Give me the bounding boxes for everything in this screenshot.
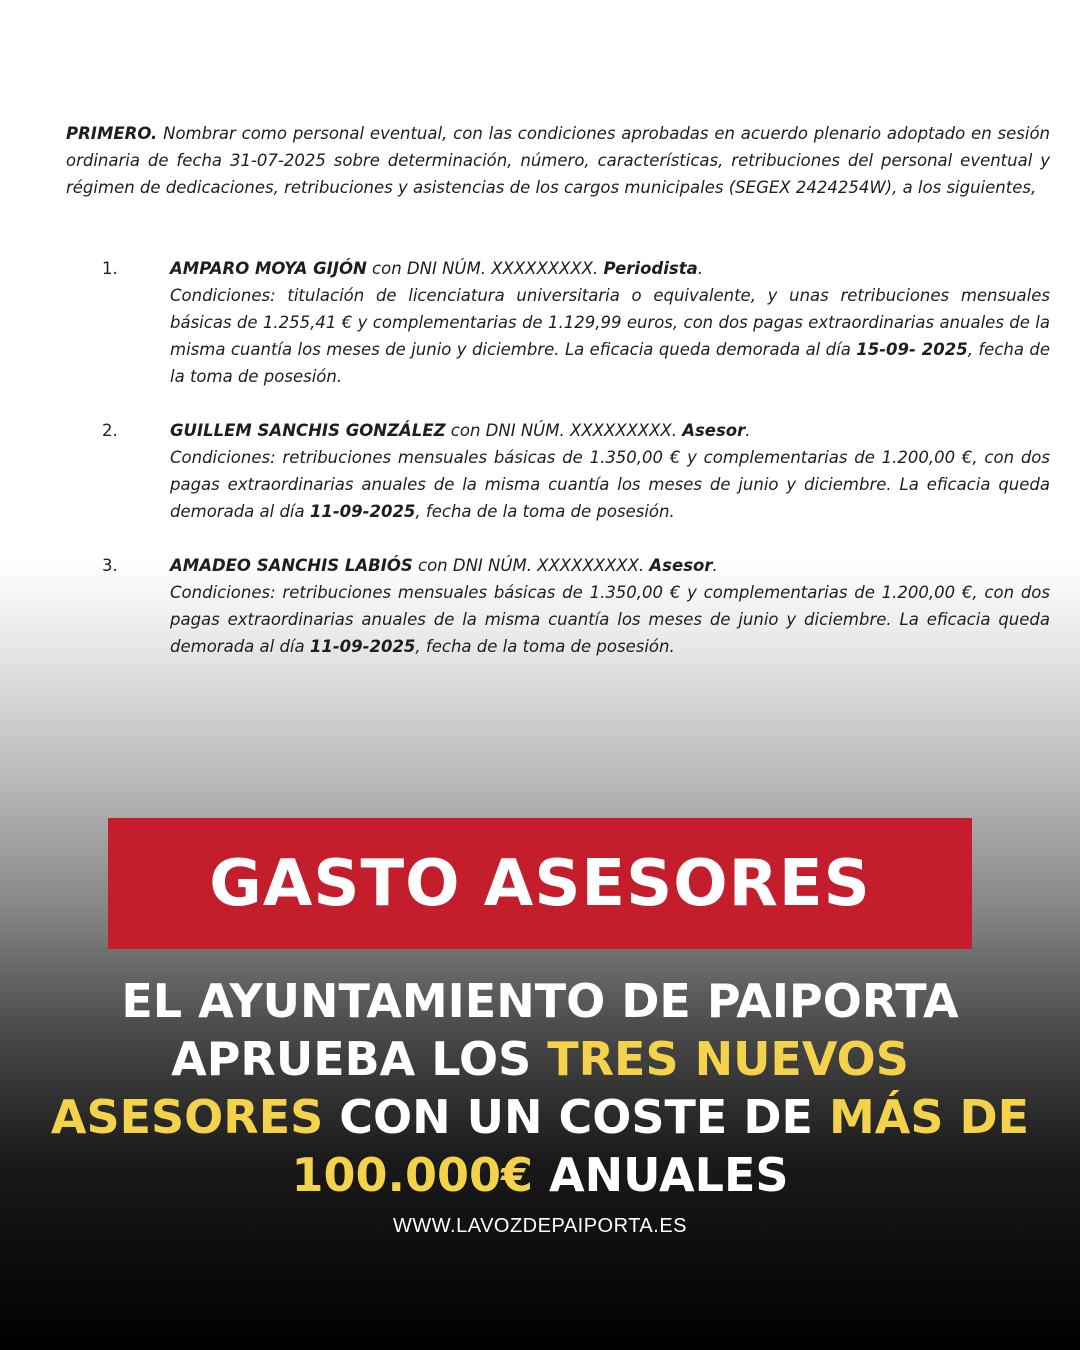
person-name: GUILLEM SANCHIS GONZÁLEZ (170, 421, 446, 440)
conditions-before: Condiciones: retribuciones mensuales básicas de 1.350,00 € y complementarias de 1.200,00 €, con dos pagas extraordinarias anuales de la misma cuantía los meses de junio y diciembre. La eficacia queda demorada al día (170, 448, 1050, 521)
headline (40, 972, 1040, 1204)
conditions-before: Condiciones: titulación de licenciatura universitaria o equivalente, y unas retribuciones mensuales básicas de 1.255,41 € y complementarias de 1.129,99 euros, con dos pagas extraordinarias anuales de la misma cuantía los meses de junio y diciembre. La eficacia queda demorada al día (170, 286, 1050, 359)
conditions-text (170, 448, 1050, 521)
intro-paragraph (66, 120, 1050, 201)
intro-label: PRIMERO. (66, 124, 158, 143)
item-heading (170, 255, 1050, 282)
intro-text: Nombrar como personal eventual, con las condiciones aprobadas en acuerdo plenario adoptado en sesión ordinaria de fecha 31-07-2025 sobre determinación, número, características, retribuciones del personal eventual y régimen de dedicaciones, retribuciones y asistencias de los cargos municipales (SEGEX 2424254W), a los siguientes, (66, 124, 1050, 197)
person-name: AMPARO MOYA GIJÓN (170, 259, 367, 278)
role-suffix: . (745, 421, 751, 440)
role-suffix: . (712, 556, 718, 575)
item-number: 3. (102, 556, 118, 575)
headline-highlight1: TRES NUEVOS ASESORES (50, 1032, 909, 1144)
conditions-before: Condiciones: retribuciones mensuales básicas de 1.350,00 € y complementarias de 1.200,00 €, con dos pagas extraordinarias anuales de la misma cuantía los meses de junio y diciembre. La eficacia queda demorada al día (170, 583, 1050, 656)
headline-part2: CON UN COSTE DE (323, 1090, 829, 1144)
list-item (66, 417, 1050, 525)
dni-text: con DNI NÚM. XXXXXXXXX. (445, 421, 683, 440)
conditions-after: , fecha de la toma de posesión. (415, 637, 675, 656)
headline-part3: ANUALES (533, 1148, 789, 1202)
effective-date: 11-09-2025 (309, 637, 416, 656)
item-heading (170, 552, 1050, 579)
role-label: Asesor (649, 556, 713, 575)
conditions-after: , fecha de la toma de posesión. (415, 502, 675, 521)
effective-date: 15-09- 2025 (856, 340, 968, 359)
website-url: WWW.LAVOZDEPAIPORTA.ES (393, 1215, 687, 1237)
conditions-after: , fecha de la toma de posesión. (170, 340, 1050, 386)
list-item (66, 255, 1050, 390)
item-heading (170, 417, 1050, 444)
conditions-text (170, 583, 1050, 656)
list-item (66, 552, 1050, 660)
role-label: Periodista (603, 259, 698, 278)
dni-text: con DNI NÚM. XXXXXXXXX. (412, 556, 650, 575)
document-excerpt (66, 120, 1050, 660)
dni-text: con DNI NÚM. XXXXXXXXX. (366, 259, 604, 278)
role-label: Asesor (682, 421, 746, 440)
headline-highlight2: MÁS DE 100.000€ (291, 1090, 1030, 1202)
role-suffix: . (697, 259, 703, 278)
person-name: AMADEO SANCHIS LABIÓS (170, 556, 413, 575)
banner-title: GASTO ASESORES (209, 846, 871, 921)
conditions-text (170, 286, 1050, 386)
title-banner (108, 818, 972, 949)
headline-part1: EL AYUNTAMIENTO DE PAIPORTA APRUEBA LOS (121, 974, 959, 1086)
item-number: 2. (102, 421, 118, 440)
item-number: 1. (102, 259, 118, 278)
effective-date: 11-09-2025 (309, 502, 416, 521)
